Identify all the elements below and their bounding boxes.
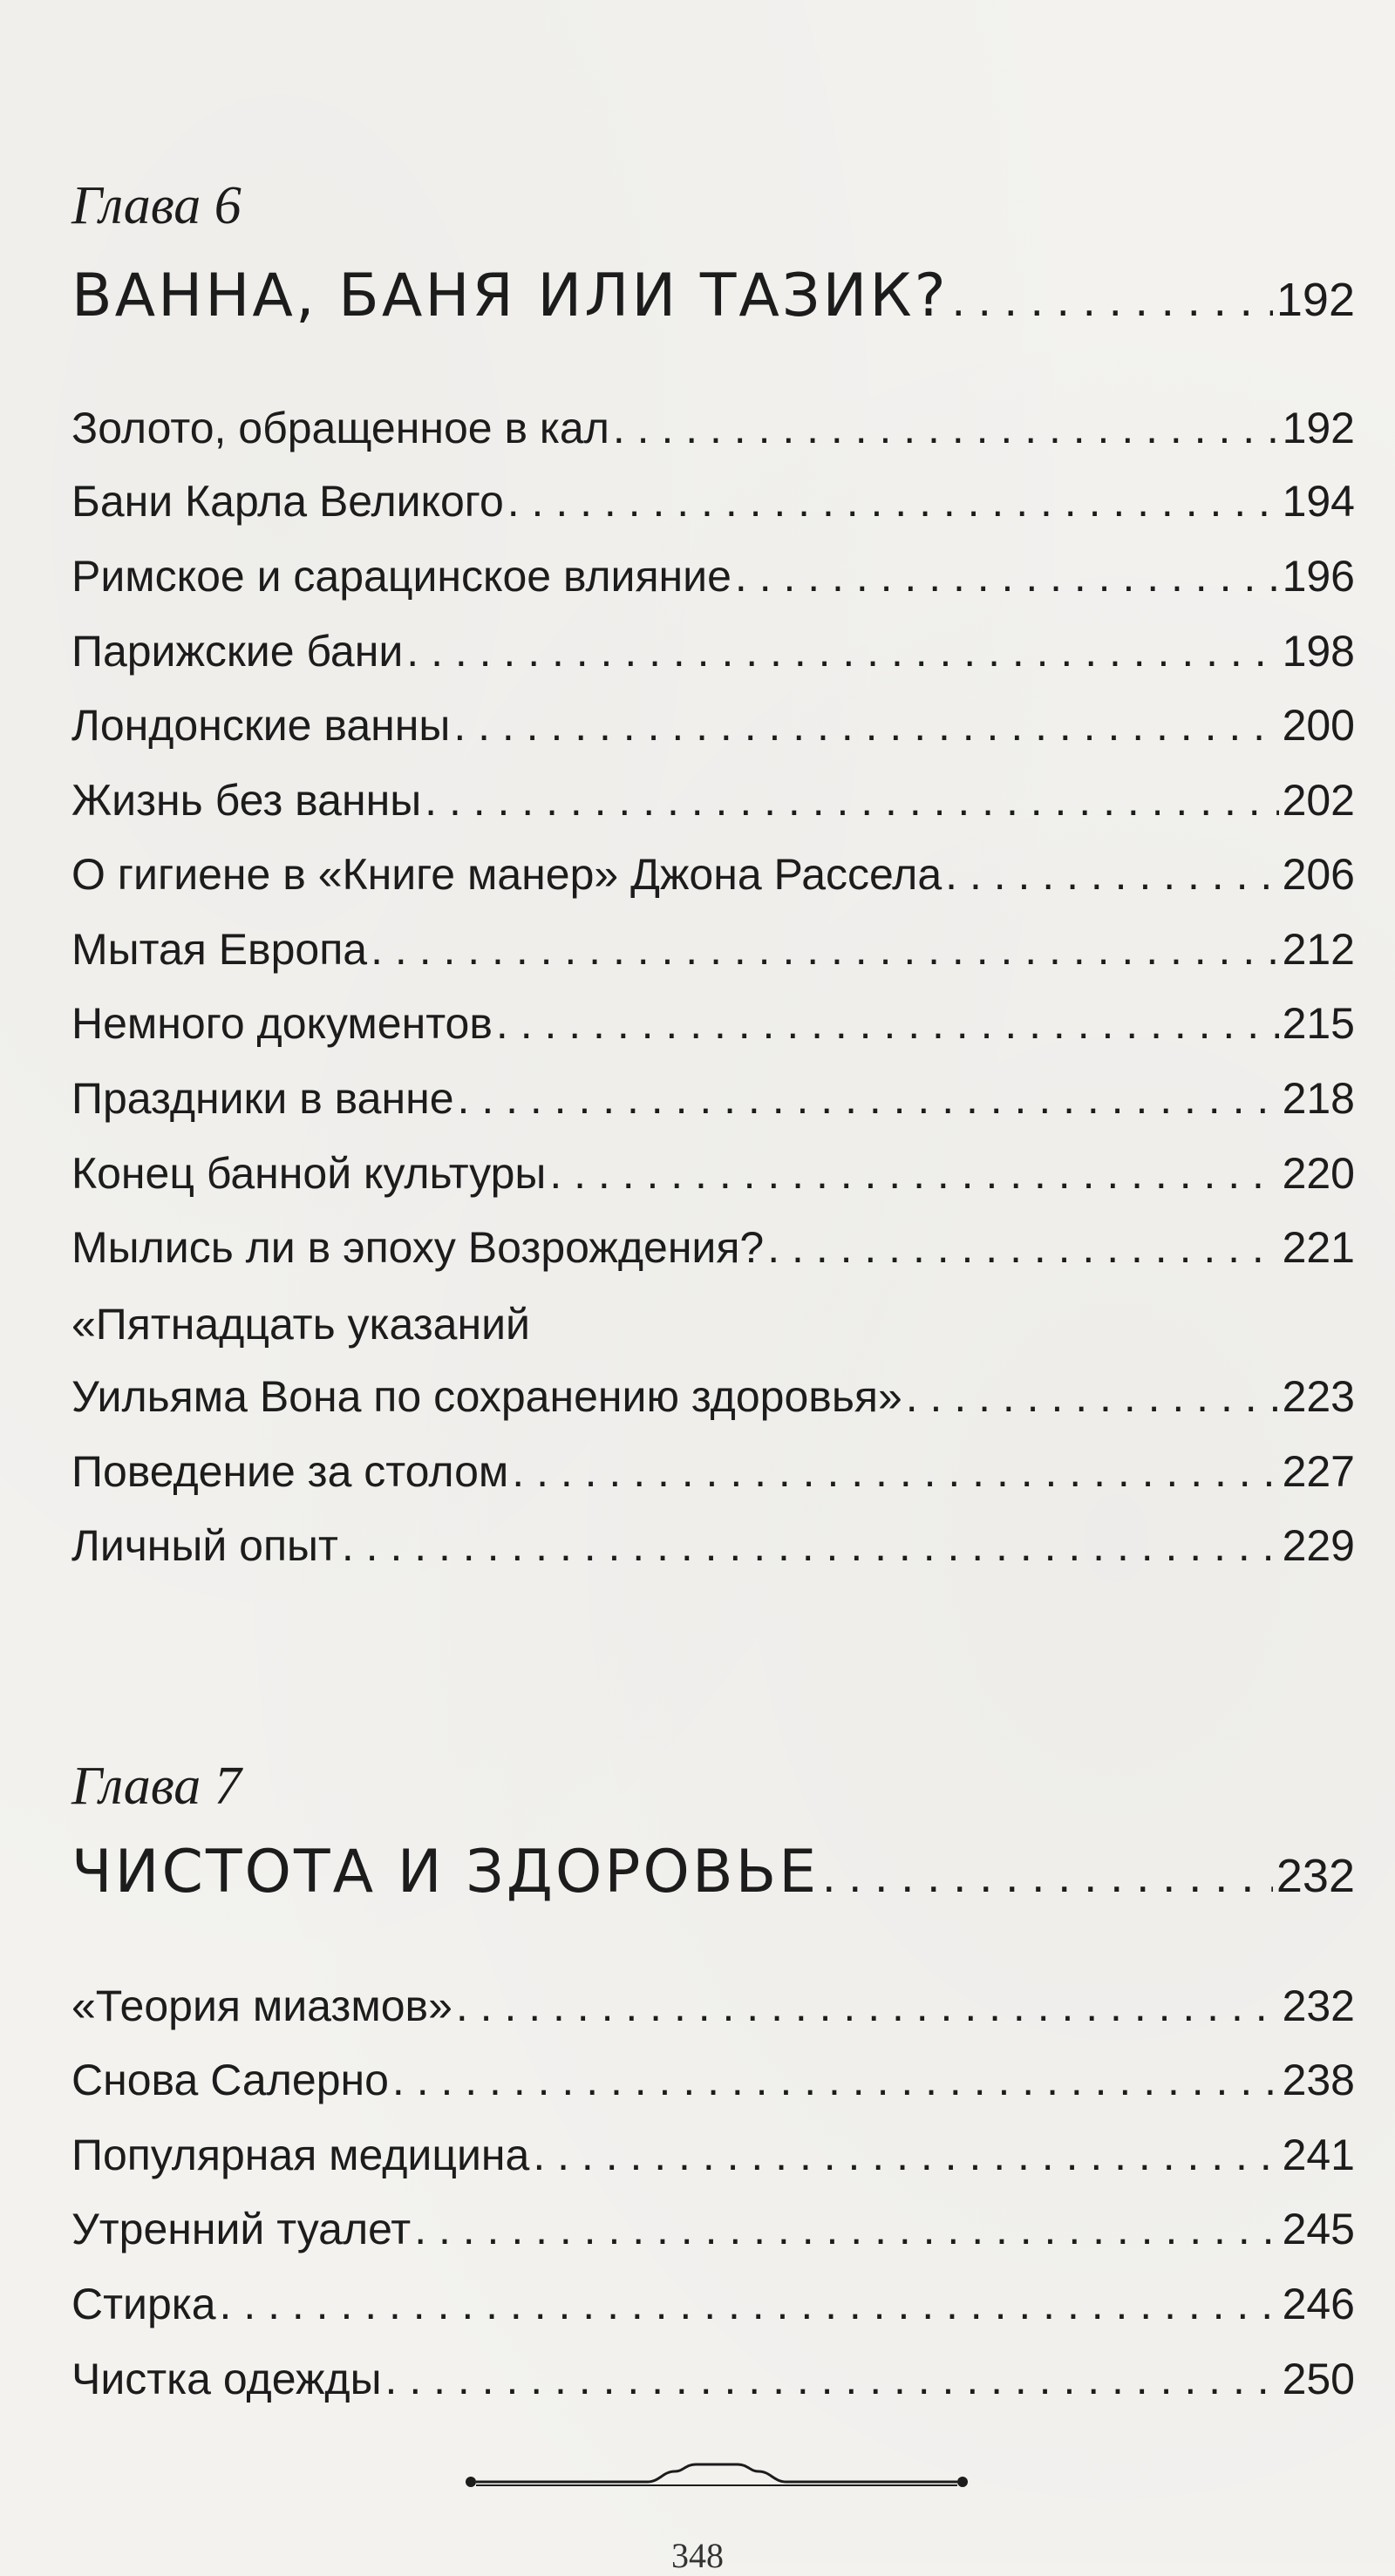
toc-entry-page: 198 bbox=[1282, 627, 1355, 676]
toc-entry-page: 212 bbox=[1282, 925, 1355, 974]
toc-entry-title: Уильяма Вона по сохранению здоровья» bbox=[71, 1372, 902, 1421]
dot-leader bbox=[512, 1446, 1278, 1497]
toc-entry bbox=[71, 403, 1355, 464]
toc-entry bbox=[71, 924, 1355, 985]
dot-leader bbox=[945, 849, 1278, 900]
toc-entry bbox=[71, 2130, 1355, 2191]
toc-entry bbox=[71, 626, 1355, 687]
toc-entry-title: «Пятнадцать указаний bbox=[71, 1300, 530, 1349]
toc-entry-page: 194 bbox=[1282, 477, 1355, 526]
chapter-7-label: Глава 7 bbox=[71, 1757, 242, 1816]
dot-leader bbox=[414, 2204, 1278, 2254]
toc-entry-page: 232 bbox=[1282, 1981, 1355, 2030]
footer-ornament bbox=[464, 2463, 970, 2506]
toc-entry-page: 250 bbox=[1282, 2355, 1355, 2403]
dot-leader bbox=[822, 1849, 1273, 1903]
dot-leader bbox=[767, 1222, 1278, 1273]
toc-entry bbox=[71, 476, 1355, 537]
toc-entry-title: Снова Салерно bbox=[71, 2056, 389, 2104]
toc-entry bbox=[71, 1371, 1355, 1432]
toc-entry bbox=[71, 700, 1355, 761]
toc-entry-title: Немного документов bbox=[71, 999, 493, 1048]
toc-entry-page: 200 bbox=[1282, 701, 1355, 750]
dot-leader bbox=[456, 1981, 1279, 2031]
toc-entry bbox=[71, 2279, 1355, 2340]
toc-entry-title: Парижские бани bbox=[71, 627, 404, 676]
toc-entry-title: Жизнь без ванны bbox=[71, 776, 422, 825]
dot-leader bbox=[385, 2354, 1279, 2404]
toc-entry bbox=[71, 775, 1355, 836]
toc-entry bbox=[71, 998, 1355, 1059]
dot-leader bbox=[496, 998, 1279, 1049]
chapter-6-title-row bbox=[71, 262, 1355, 331]
toc-entry-page: 245 bbox=[1282, 2205, 1355, 2253]
toc-entry-title: Стирка bbox=[71, 2280, 216, 2328]
dot-leader bbox=[952, 273, 1273, 327]
toc-entry-title: Золото, обращенное в кал bbox=[71, 404, 609, 452]
toc-entry bbox=[71, 1148, 1355, 1209]
toc-entry-page: 206 bbox=[1282, 850, 1355, 899]
dot-leader bbox=[406, 626, 1278, 676]
toc-entry-title: Личный опыт bbox=[71, 1521, 338, 1570]
toc-entry-title: Утренний туалет bbox=[71, 2205, 412, 2253]
toc-entry-page: 227 bbox=[1282, 1447, 1355, 1496]
toc-entry-title: Чистка одежды bbox=[71, 2355, 382, 2403]
dot-leader bbox=[549, 1148, 1278, 1199]
toc-entry-title: Конец банной культуры bbox=[71, 1149, 547, 1198]
toc-entry bbox=[71, 1073, 1355, 1134]
toc-entry-title: Лондонские ванны bbox=[71, 701, 451, 750]
dot-leader bbox=[906, 1371, 1279, 1422]
toc-entry-title: «Теория миазмов» bbox=[71, 1981, 453, 2030]
toc-entry-title: Римское и сарацинское влияние bbox=[71, 552, 732, 601]
chapter-6-label: Глава 6 bbox=[71, 176, 242, 235]
toc-entry bbox=[71, 1446, 1355, 1507]
toc-entry-page: 202 bbox=[1282, 776, 1355, 825]
toc-entry-title: О гигиене в «Книге манер» Джона Рассела bbox=[71, 850, 942, 899]
toc-entry-page: 241 bbox=[1282, 2131, 1355, 2179]
chapter-6-page: 192 bbox=[1276, 274, 1355, 326]
dot-leader bbox=[613, 403, 1279, 453]
toc-entry-title: Мытая Европа bbox=[71, 925, 368, 974]
toc-entry-page: 229 bbox=[1282, 1521, 1355, 1570]
toc-entry-title: Поведение за столом bbox=[71, 1447, 509, 1496]
dot-leader bbox=[371, 924, 1278, 975]
toc-entry-page: 220 bbox=[1282, 1149, 1355, 1198]
chapter-7-title: ЧИСТОТА И ЗДОРОВЬЕ bbox=[71, 1838, 820, 1907]
toc-entry-page: 215 bbox=[1282, 999, 1355, 1048]
chapter-7-title-row bbox=[71, 1838, 1355, 1907]
toc-entry-page: 218 bbox=[1282, 1074, 1355, 1123]
toc-entry bbox=[71, 2204, 1355, 2265]
dot-leader bbox=[220, 2279, 1279, 2329]
toc-entry-page: 192 bbox=[1282, 404, 1355, 452]
dot-leader bbox=[533, 2130, 1278, 2180]
dot-leader bbox=[342, 1520, 1279, 1571]
chapter-7-page: 232 bbox=[1276, 1850, 1355, 1902]
toc-entry-page: 238 bbox=[1282, 2056, 1355, 2104]
dot-leader bbox=[507, 476, 1279, 527]
toc-entry-page: 223 bbox=[1282, 1372, 1355, 1421]
dot-leader bbox=[458, 1073, 1279, 1124]
toc-entry bbox=[71, 849, 1355, 910]
chapter-6-title: ВАННА, БАНЯ ИЛИ ТАЗИК? bbox=[71, 262, 949, 330]
dot-leader bbox=[735, 551, 1279, 602]
toc-entry-title: Праздники в ванне bbox=[71, 1074, 454, 1123]
toc-entry bbox=[71, 551, 1355, 612]
dot-leader bbox=[425, 775, 1278, 826]
toc-entry-title: Популярная медицина bbox=[71, 2131, 530, 2179]
toc-entry-page: 246 bbox=[1282, 2280, 1355, 2328]
toc-entry bbox=[71, 1222, 1355, 1283]
toc-entry-title: Бани Карла Великого bbox=[71, 477, 504, 526]
toc-entry-page: 221 bbox=[1282, 1223, 1355, 1272]
dot-leader bbox=[392, 2055, 1279, 2105]
toc-entry-page: 196 bbox=[1282, 552, 1355, 601]
toc-entry bbox=[71, 2354, 1355, 2415]
page-number: 348 bbox=[671, 2536, 724, 2575]
toc-entry bbox=[71, 1981, 1355, 2042]
toc-entry-title: Мылись ли в эпоху Возрождения? bbox=[71, 1223, 765, 1272]
dot-leader bbox=[453, 700, 1278, 751]
toc-entry bbox=[71, 2055, 1355, 2116]
toc-entry bbox=[71, 1520, 1355, 1581]
